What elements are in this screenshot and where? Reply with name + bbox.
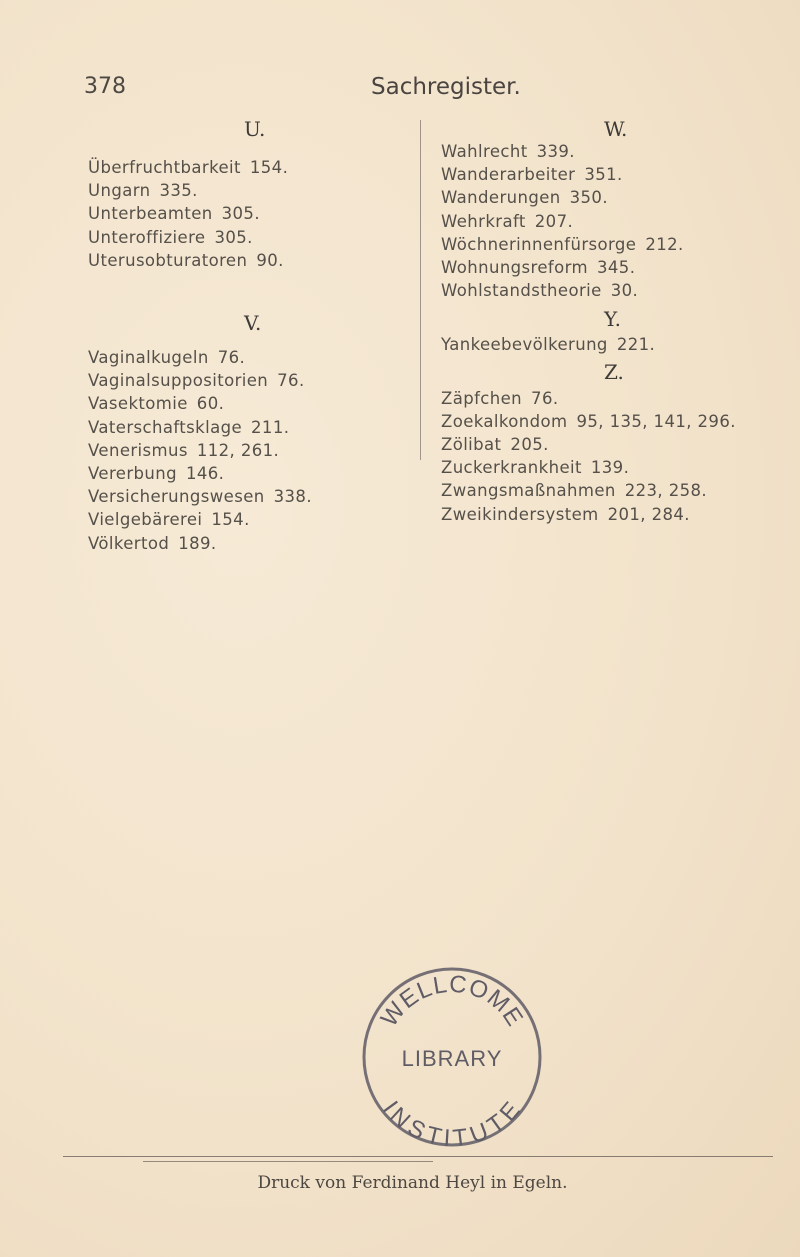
entry-term: Venerismus (88, 440, 188, 460)
entry-pages: 351. (584, 165, 623, 185)
index-entry (441, 210, 800, 233)
entry-term: Wöchnerinnenfürsorge (441, 234, 637, 254)
entry-pages: 139. (590, 458, 630, 478)
entry-pages: 305. (221, 204, 260, 224)
index-entry (88, 156, 408, 179)
index-entry (88, 179, 408, 202)
entry-pages: 335. (159, 181, 198, 201)
entry-term: Vaterschaftsklage (88, 417, 243, 437)
section-spacer (88, 272, 408, 308)
index-entry (441, 410, 800, 433)
entry-pages: 201, 284. (607, 504, 690, 524)
entry-term: Zölibat (441, 435, 502, 455)
footer-rule-short (143, 1161, 433, 1162)
entry-term: Yankeebevölkerung (441, 335, 608, 355)
index-entry (441, 163, 800, 186)
index-entry (88, 346, 408, 369)
entry-pages: 350. (569, 188, 608, 208)
entry-term: Zuckerkrankheit (441, 458, 582, 478)
index-entry (88, 508, 408, 531)
entry-term: Wanderarbeiter (441, 165, 576, 185)
entry-pages: 221. (616, 335, 656, 355)
column-divider (420, 120, 421, 460)
entry-pages: 76. (277, 371, 305, 391)
printer-imprint: Druck von Ferdinand Heyl in Egeln. (257, 1173, 568, 1193)
entry-term: Überfruchtbarkeit (88, 158, 241, 177)
entry-term: Wohnungsreform (441, 258, 588, 278)
stamp-center-text: LIBRARY (401, 1046, 503, 1071)
entry-term: Völkertod (88, 533, 170, 553)
entry-pages: 305. (214, 227, 253, 247)
entry-term: Zoekalkondom (441, 411, 568, 431)
entry-term: Wanderungen (441, 188, 561, 208)
entry-pages: 189. (178, 533, 217, 553)
index-entry (88, 226, 408, 249)
index-column-right (441, 118, 800, 526)
index-entry (88, 392, 408, 415)
entry-pages: 223, 258. (624, 481, 708, 501)
entry-term: Wehrkraft (441, 211, 526, 231)
entry-term: Vasektomie (88, 394, 188, 414)
entry-pages: 339. (536, 142, 575, 161)
section-letter-z: Z. (604, 359, 624, 384)
index-entry (88, 532, 408, 555)
entry-pages: 112, 261. (196, 440, 280, 460)
entry-term: Unterbeamten (88, 204, 213, 224)
index-entry (441, 233, 800, 256)
entry-pages: 338. (273, 487, 312, 507)
index-entry (88, 416, 408, 439)
stamp-bottom-text: INSTITUTE (377, 1096, 527, 1152)
index-column-left (88, 114, 408, 555)
entry-pages: 154. (211, 510, 250, 530)
index-entry (441, 186, 800, 209)
entry-pages: 146. (185, 464, 225, 484)
entry-term: Zäpfchen (441, 388, 523, 408)
entry-pages: 76. (531, 388, 559, 408)
entry-term: Vielgebärerei (88, 510, 203, 530)
index-entry (88, 249, 408, 272)
entry-term: Zweikindersystem (441, 504, 599, 524)
index-entry (441, 279, 800, 302)
entry-pages: 76. (217, 348, 246, 368)
library-stamp (357, 962, 547, 1152)
section-letter-y: Y. (604, 307, 621, 332)
entry-pages: 212. (645, 234, 684, 254)
index-entry (88, 369, 408, 392)
index-entry (441, 503, 800, 526)
entry-pages: 345. (597, 258, 636, 278)
entry-term: Wohlstandstheorie (441, 281, 602, 301)
index-entry (88, 462, 408, 485)
entry-term: Vererbung (88, 464, 177, 484)
svg-text:WELLCOME (376, 971, 529, 1032)
index-entry (88, 485, 408, 508)
entry-pages: 90. (256, 250, 284, 270)
index-entry (441, 140, 800, 163)
index-entry (441, 433, 800, 456)
page-number: 378 (84, 74, 126, 99)
entry-term: Uterusobturatoren (88, 250, 248, 270)
index-entry (441, 333, 800, 356)
index-entry (88, 202, 408, 225)
index-entry (88, 439, 408, 462)
index-entry (441, 387, 800, 410)
running-head-title: Sachregister. (371, 74, 521, 100)
footer-rule (63, 1156, 773, 1157)
entry-term: Wahlrecht (441, 142, 528, 161)
stamp-top-text: WELLCOME (375, 970, 529, 1032)
entry-term: Vaginalkugeln (88, 348, 209, 368)
entry-term: Unteroffiziere (88, 227, 206, 247)
entry-pages: 211. (251, 417, 290, 437)
index-entry (441, 256, 800, 279)
entry-term: Vaginalsuppositorien (88, 371, 269, 391)
entry-pages: 154. (249, 158, 289, 177)
section-letter-v: V. (244, 311, 262, 336)
entry-pages: 30. (610, 281, 639, 301)
entry-pages: 95, 135, 141, 296. (576, 411, 736, 431)
entry-term: Zwangsmaßnahmen (441, 481, 616, 501)
index-entry (441, 479, 800, 502)
entry-pages: 60. (196, 394, 225, 414)
section-letter-u: U. (244, 117, 266, 141)
index-entry (441, 456, 800, 479)
entry-term: Versicherungswesen (88, 487, 265, 507)
section-letter-w: W. (604, 117, 628, 141)
entry-pages: 205. (510, 435, 549, 455)
entry-term: Ungarn (88, 181, 151, 201)
entry-pages: 207. (534, 211, 574, 231)
